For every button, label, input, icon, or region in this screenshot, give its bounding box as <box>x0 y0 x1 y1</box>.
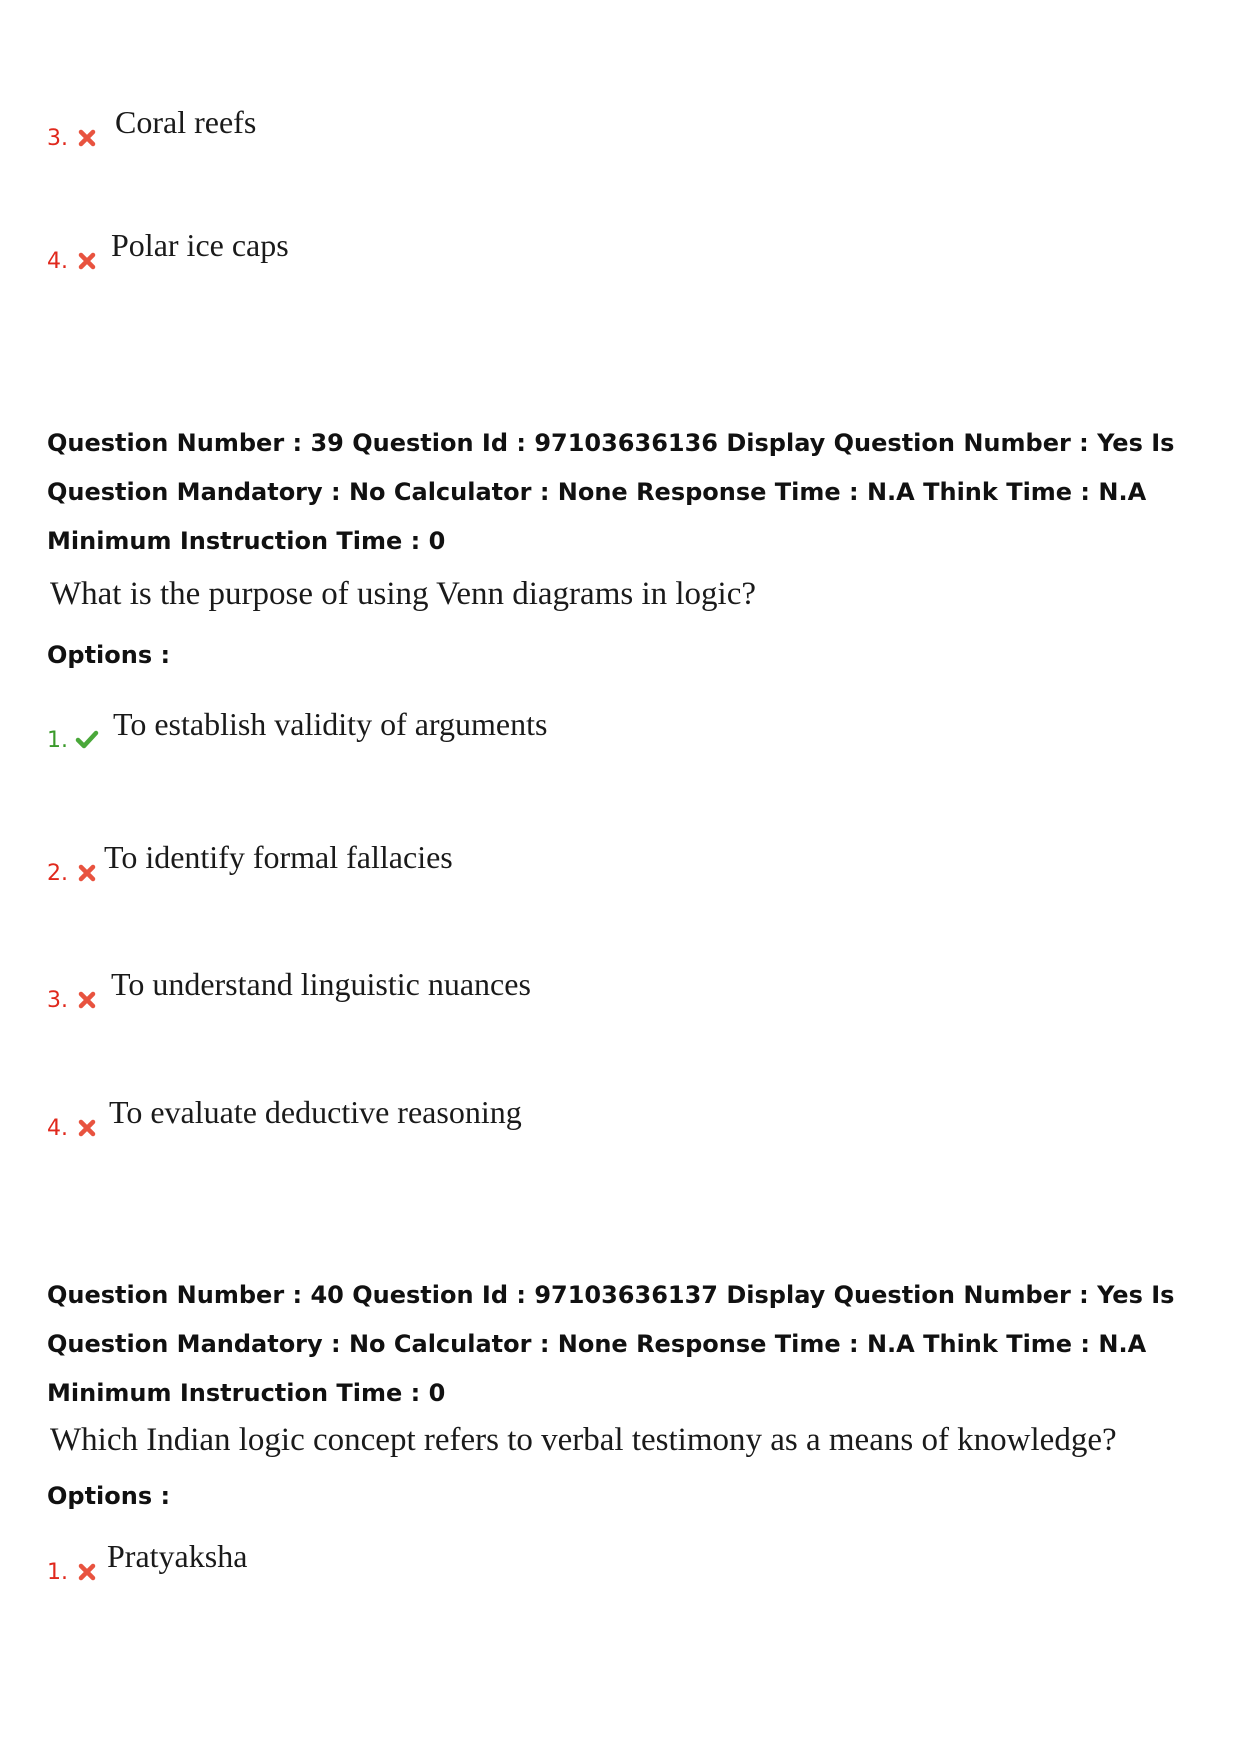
cross-icon <box>77 1560 97 1582</box>
cross-icon <box>77 861 97 883</box>
option-text: Pratyaksha <box>107 1538 248 1574</box>
question-text: What is the purpose of using Venn diagrams in logic? <box>50 576 757 612</box>
option-number: 1. <box>47 1560 68 1585</box>
options-label: Options : <box>47 1482 171 1510</box>
option-text: To establish validity of arguments <box>113 706 548 742</box>
option-number: 4. <box>47 249 68 274</box>
cross-icon <box>77 249 97 271</box>
option-number: 3. <box>47 988 68 1013</box>
option-number: 4. <box>47 1116 68 1141</box>
question-text: Which Indian logic concept refers to verbal testimony as a means of knowledge? <box>50 1422 1117 1458</box>
options-label: Options : <box>47 641 171 669</box>
option-number: 2. <box>47 861 68 886</box>
option-text: To identify formal fallacies <box>104 839 453 875</box>
option-number: 3. <box>47 126 68 151</box>
question-meta: Question Number : 39 Question Id : 97103636136 Display Question Number : Yes Is Question Mandatory : No Calculator : None Response Time : N.A Think Time : N.A Minimum Instruction Time : 0 <box>47 429 1175 555</box>
option-text: Coral reefs <box>115 104 257 140</box>
check-icon <box>75 728 99 750</box>
option-text: To evaluate deductive reasoning <box>109 1094 522 1130</box>
cross-icon <box>77 1116 97 1138</box>
option-text: Polar ice caps <box>111 227 289 263</box>
question-meta: Question Number : 40 Question Id : 97103636137 Display Question Number : Yes Is Question Mandatory : No Calculator : None Response Time : N.A Think Time : N.A Minimum Instruction Time : 0 <box>47 1281 1175 1407</box>
cross-icon <box>77 126 97 148</box>
option-number: 1. <box>47 728 68 753</box>
cross-icon <box>77 988 97 1010</box>
option-text: To understand linguistic nuances <box>111 966 531 1002</box>
